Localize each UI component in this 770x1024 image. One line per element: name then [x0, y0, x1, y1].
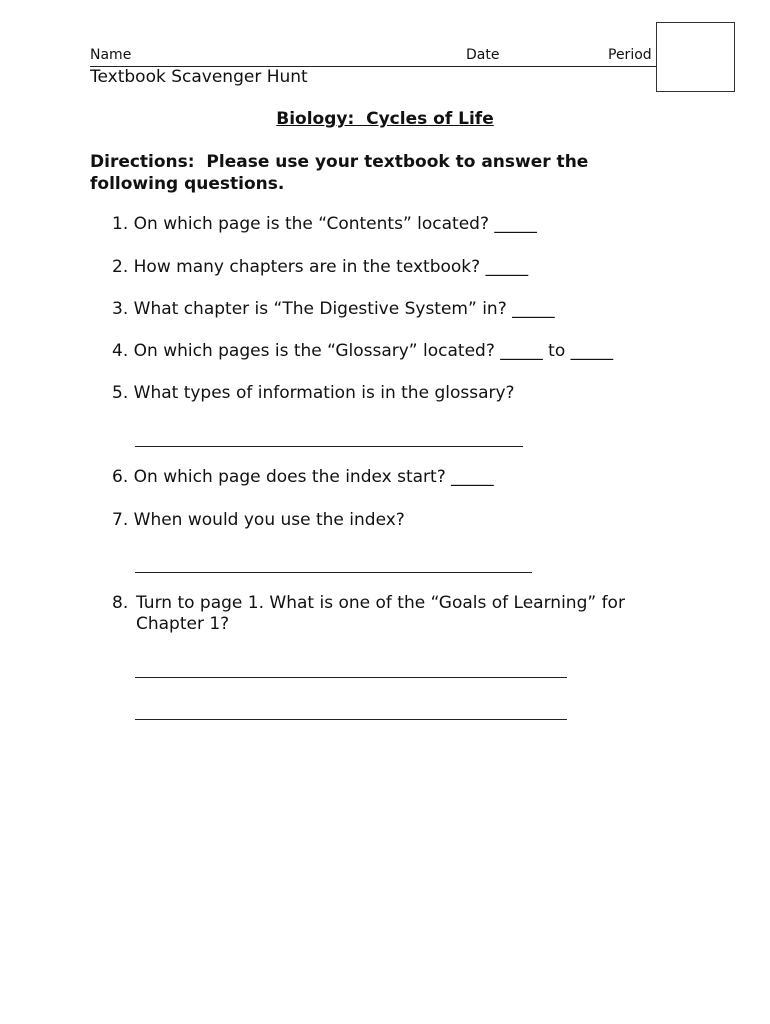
question-4 — [112, 341, 613, 362]
score-box — [656, 22, 735, 92]
answer-line-q8-b[interactable] — [135, 719, 567, 720]
question-7 — [112, 510, 405, 531]
answer-line-q8-a[interactable] — [135, 677, 567, 678]
question-6 — [112, 467, 494, 488]
question-number: 3. — [112, 299, 129, 319]
question-number: 8. — [112, 593, 129, 613]
name-label: Name — [90, 47, 132, 63]
question-number: 1. — [112, 214, 129, 234]
question-number: 2. — [112, 257, 129, 277]
question-text: How many chapters are in the textbook? _____ — [133, 257, 529, 277]
question-number: 6. — [112, 467, 129, 487]
question-1 — [112, 214, 537, 235]
question-text: What chapter is “The Digestive System” in? _____ — [133, 299, 555, 319]
question-8 — [112, 593, 672, 637]
question-number: 5. — [112, 383, 129, 403]
question-text: On which page is the “Contents” located? _____ — [133, 214, 537, 234]
question-text: What types of information is in the glossary? — [133, 383, 515, 403]
period-label: Period — [608, 47, 652, 63]
directions-text: Directions: Please use your textbook to answer the following questions. — [90, 152, 595, 194]
question-text: On which page does the index start? _____ — [133, 467, 494, 487]
answer-line-q5[interactable] — [135, 446, 523, 447]
question-number: 4. — [112, 341, 129, 361]
question-number: 7. — [112, 510, 129, 530]
question-text: On which pages is the “Glossary” located? _____ to _____ — [133, 341, 614, 361]
question-3 — [112, 299, 555, 320]
worksheet-subtitle: Textbook Scavenger Hunt — [90, 67, 308, 87]
worksheet-title: Biology: Cycles of Life — [276, 109, 494, 129]
question-text: When would you use the index? — [133, 510, 405, 530]
date-label: Date — [466, 47, 500, 63]
question-text: Turn to page 1. What is one of the “Goals of Learning” for Chapter 1? — [136, 593, 625, 634]
answer-line-q7[interactable] — [135, 572, 532, 573]
question-2 — [112, 257, 528, 278]
question-5 — [112, 383, 515, 404]
